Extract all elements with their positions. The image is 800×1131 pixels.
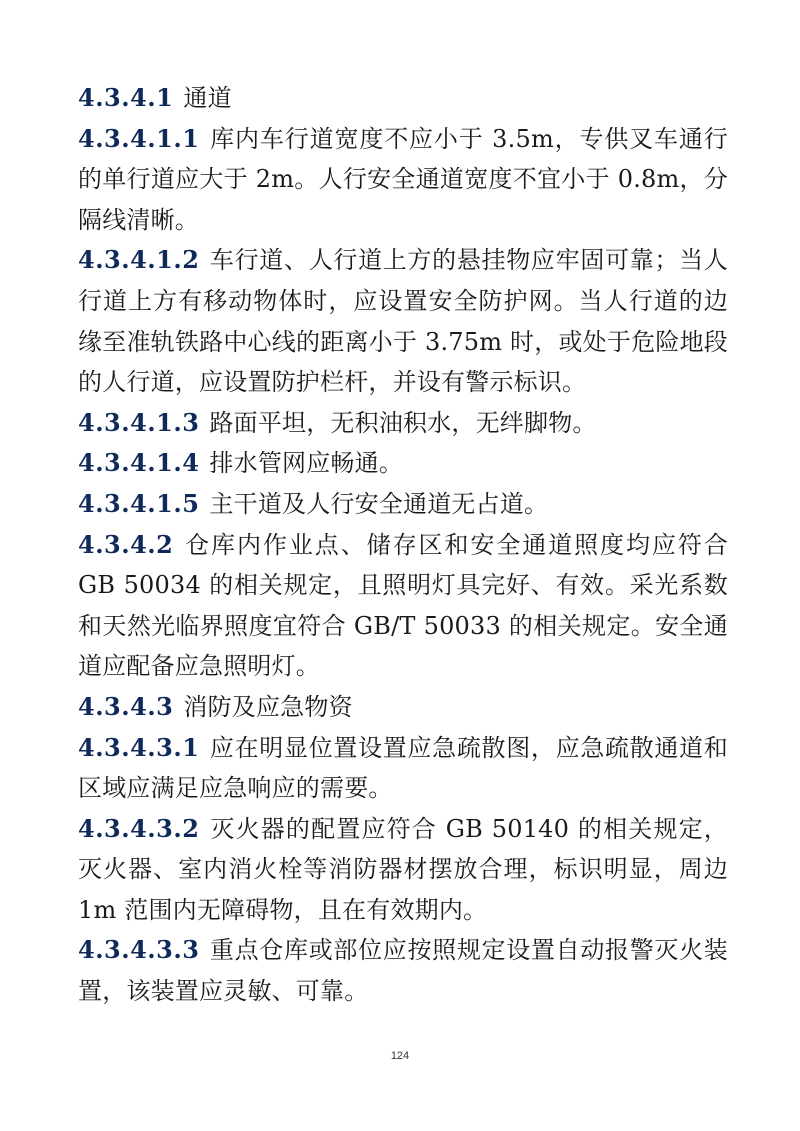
clause-text: 排水管网应畅通。 — [209, 449, 404, 478]
clause-number: 4.3.4.1.4 — [78, 448, 200, 478]
clause-number: 4.3.4.3.2 — [78, 813, 200, 843]
clause-4-3-4-1-2 — [78, 240, 728, 402]
clause-number: 4.3.4.3.1 — [78, 732, 200, 762]
clause-number: 4.3.4.3.3 — [78, 935, 200, 965]
clause-text: 通道 — [183, 84, 232, 112]
clause-text: 库内车行道宽度不应小于 3.5m，专供叉车通行的单行道应大于 2m。人行安全通道宽度不宜小于 0.8m，分隔线清晰。 — [78, 124, 728, 234]
clause-number: 4.3.4.1.5 — [78, 488, 200, 518]
clause-number: 4.3.4.1.1 — [78, 123, 200, 153]
clause-4-3-4-3-3 — [78, 930, 728, 1011]
clause-text: 应在明显位置设置应急疏散图，应急疏散通道和区域应满足应急响应的需要。 — [78, 733, 728, 803]
clause-number: 4.3.4.1.3 — [78, 407, 200, 437]
document-body — [78, 78, 728, 1012]
section-4-3-4-1 — [78, 78, 728, 119]
clause-text: 消防及应急物资 — [183, 692, 353, 721]
clause-4-3-4-3-1 — [78, 728, 728, 809]
clause-4-3-4-3-2 — [78, 809, 728, 931]
section-4-3-4-3 — [78, 687, 728, 728]
clause-text: 车行道、人行道上方的悬挂物应牢固可靠；当人行道上方有移动物体时，应设置安全防护网。当人行道的边缘至准轨铁路中心线的距离小于 3.75m 时，或处于危险地段的人行道，应设置防护栏杆，并设有警示标识。 — [78, 246, 728, 397]
page-number: 124 — [390, 1050, 410, 1062]
clause-text: 灭火器的配置应符合 GB 50140 的相关规定，灭火器、室内消火栓等消防器材摆放合理，标识明显，周边 1m 范围内无障碍物，且在有效期内。 — [78, 814, 728, 924]
clause-4-3-4-1-3 — [78, 403, 728, 444]
clause-text: 主干道及人行安全通道无占道。 — [209, 489, 549, 518]
clause-number: 4.3.4.3 — [78, 691, 174, 721]
clause-4-3-4-1-4 — [78, 443, 728, 484]
clause-text: 仓库内作业点、储存区和安全通道照度均应符合 GB 50034 的相关规定，且照明灯具完好、有效。采光系数和天然光临界照度宜符合 GB/T 50033 的相关规定。安全通道应配备应急照明灯。 — [78, 530, 728, 681]
clause-number: 4.3.4.1.2 — [78, 245, 200, 275]
clause-text: 路面平坦，无积油积水，无绊脚物。 — [209, 408, 597, 437]
clause-4-3-4-1-5 — [78, 484, 728, 525]
clause-number: 4.3.4.1 — [78, 83, 174, 112]
clause-text: 重点仓库或部位应按照规定设置自动报警灭火装置，该装置应灵敏、可靠。 — [78, 936, 728, 1006]
clause-4-3-4-2 — [78, 525, 728, 687]
clause-number: 4.3.4.2 — [78, 529, 174, 559]
clause-4-3-4-1-1 — [78, 119, 728, 241]
